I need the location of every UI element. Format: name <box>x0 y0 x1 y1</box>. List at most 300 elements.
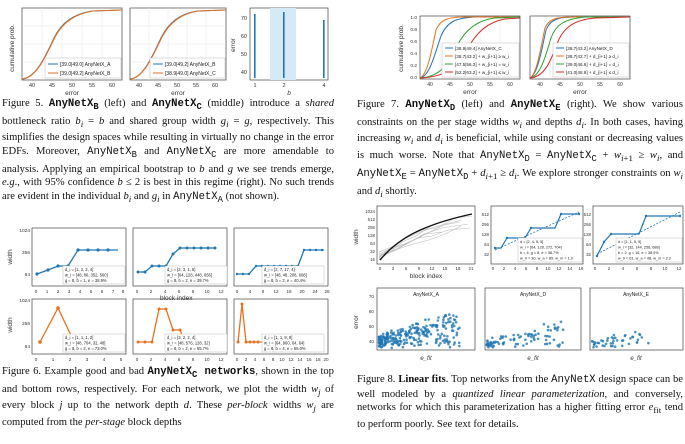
fit-point <box>553 338 556 341</box>
fit-point <box>603 345 606 348</box>
fig6-info: g = 8, b = 1, e = 38.9% <box>65 278 107 283</box>
fig8-ytick: 128 <box>481 232 489 237</box>
fig5-caption: Figure 5. AnyNetX$_B$ (left) and AnyNetX$_C$ (middle) introduce a shared bottleneck ratio $b_i = b$ and shared group width $g_i = g$, respectively. This simplifies the design spaces while resulting in virtually no change in the error EDFs. Moreover, AnyNetX$_B$ and AnyNetX$_C$ are more amendable to analysis. Applying an empirical bootstrap to b and g we see trends emerge, e.g., with 95% confidence b ≤ 2 is best in this regime (right). No such trends are evident in the individual $b_i$ and $g_i$ in AnyNetX$_A$ (not shown). <box>2 98 335 205</box>
fig8-ytick: 256 <box>583 222 591 227</box>
fig7-right-legend: [38.7|42.7] + d_{i+1} ≥ d_i <box>566 54 619 59</box>
fig7-plots <box>395 8 685 96</box>
fig7-left-legend: [47.5|56.3] + w_{i+1} = w_i <box>455 62 510 67</box>
fig7-xtick: 50 <box>467 82 473 88</box>
fig7-xtick: 45 <box>447 82 453 88</box>
fit-point <box>502 342 505 345</box>
fit-point <box>390 329 393 332</box>
fig8-xtick: 9 <box>417 266 421 271</box>
fig8-ytick: 32 <box>484 252 489 257</box>
fit-point <box>537 338 540 341</box>
fit-point <box>505 335 508 338</box>
fig6-info: g = 8, b = 4, e = 65.0% <box>264 346 306 351</box>
fig6-info: d_i = [1, 1, 9, 9] <box>264 335 293 340</box>
fit-point <box>561 341 564 344</box>
fig7-ytick: 0.4 <box>410 52 417 57</box>
fig6-xtick: 0 <box>135 289 139 294</box>
fit-point <box>380 343 383 346</box>
fig7-xtick: 55 <box>487 82 493 88</box>
fig8-bottom-title: AnyNetX_A <box>413 292 439 298</box>
fit-point <box>558 343 561 346</box>
fit-point <box>378 341 381 344</box>
fit-point <box>637 339 640 342</box>
fig8-xlabel: block index <box>409 273 443 280</box>
fit-point <box>439 342 442 345</box>
fig6-xtick: 12 <box>218 357 224 362</box>
fig5-right-ytick: 50 <box>240 52 247 58</box>
fig7-ytick: 0.2 <box>410 64 417 69</box>
fit-point <box>415 331 418 334</box>
fig8-bottom-title: AnyNetX_D <box>519 292 547 298</box>
fig6-xtick: 0 <box>135 357 139 362</box>
fit-point <box>415 339 418 342</box>
fig7-left-edf <box>420 16 520 79</box>
fig8-xtick: 0 <box>491 266 495 271</box>
fig6-xtick: 6 <box>177 357 181 362</box>
fig6-xtick: 8 <box>271 357 275 362</box>
fig6-plots <box>0 222 340 362</box>
fit-point <box>454 319 457 322</box>
fit-point <box>389 335 392 338</box>
fit-point <box>530 336 533 339</box>
fig8-xtick: 4 <box>513 266 517 271</box>
fig8-top-1 <box>482 206 584 271</box>
fig6-xtick: 2 <box>149 289 153 294</box>
fig7-left-legend: [38.9|49.4] AnyNetX_C <box>455 46 502 51</box>
fit-point <box>435 324 438 327</box>
fig8-xtick: 21 <box>468 266 474 271</box>
fig8-bottom-xlabel: e_fit <box>420 356 432 362</box>
fit-point <box>409 336 412 339</box>
fig5-mid-xtick: 55 <box>192 83 200 89</box>
fig6-xtick: 2 <box>149 357 153 362</box>
fit-point <box>442 319 445 322</box>
fit-point <box>394 340 397 343</box>
fit-point <box>514 345 517 348</box>
fig6-xtick: 5 <box>119 357 123 362</box>
fig8-xtick: 12 <box>556 266 562 271</box>
fig8-ytick: 512 <box>367 217 375 222</box>
fit-point <box>453 343 456 346</box>
fig8-xtick: 0 <box>378 266 382 271</box>
fit-point <box>629 337 632 340</box>
fit-point <box>405 335 408 338</box>
fit-point <box>443 334 446 337</box>
fit-point <box>634 331 637 334</box>
fit-point <box>424 318 427 321</box>
fig6-xtick: 18 <box>315 357 321 362</box>
fig6-bottom-0 <box>32 299 126 354</box>
fig8-xtick: 12 <box>676 266 682 271</box>
fig8-info: d = [2, 4, 5, 5] <box>520 240 544 244</box>
fit-point <box>446 335 449 338</box>
fit-point <box>449 346 452 349</box>
fit-point <box>395 334 398 337</box>
fig8-xtick: 0 <box>593 266 597 271</box>
fit-point <box>419 340 422 343</box>
fit-point <box>527 333 530 336</box>
fig8-bottom-xlabel: e_fit <box>630 356 642 362</box>
fit-point <box>403 339 406 342</box>
fig6-ytick: 1024 <box>19 299 30 304</box>
fig5-left-xtick: 40 <box>28 83 36 89</box>
fit-point <box>499 338 502 341</box>
fit-point <box>401 328 404 331</box>
fit-point <box>598 342 601 345</box>
fig5-plots <box>0 0 340 100</box>
fig6-xtick: 4 <box>78 289 82 294</box>
fit-point <box>491 337 494 340</box>
fit-point <box>442 340 445 343</box>
fit-point <box>400 334 403 337</box>
fit-point <box>614 337 617 340</box>
fig5-right-xtick: 4 <box>322 83 326 89</box>
fig6-info: d_i = [1, 1, 1, 2] <box>65 335 94 340</box>
fig7-left-legend: [52.2|63.2] + w_{i+1} ≤ w_i <box>455 70 510 75</box>
fig6-xtick: 16 <box>306 357 312 362</box>
fit-point <box>437 319 440 322</box>
fit-point <box>545 339 548 342</box>
fig8-plots <box>350 202 685 372</box>
fig6-xtick: 4 <box>248 289 252 294</box>
fig6-xtick: 4 <box>102 357 106 362</box>
fit-point <box>451 324 454 327</box>
fig5-left-ylabel: cumulative prob. <box>9 24 16 72</box>
fig8-info: b = 2, g = 16, e = 38.4% <box>618 251 659 255</box>
fig6-bottom-2 <box>234 299 328 354</box>
fig6-info: g = 8, b = 2, e = 39.7% <box>167 278 209 283</box>
fit-point <box>611 336 614 339</box>
fig6-xtick: 0 <box>34 357 38 362</box>
fig6-xtick: 28 <box>324 289 330 294</box>
fig5-mid-xlabel: error <box>171 90 185 97</box>
fit-point <box>423 333 426 336</box>
fit-point <box>430 333 433 336</box>
fig5-left-xtick: 60 <box>108 83 116 89</box>
fit-point <box>399 337 402 340</box>
fit-point <box>425 329 428 332</box>
fig5-left-xtick: 55 <box>88 83 96 89</box>
fig6-xtick: 8 <box>261 289 265 294</box>
fit-point <box>413 344 416 347</box>
fig8-top-0 <box>353 206 475 280</box>
fit-point <box>427 330 430 333</box>
fig8-ytick: 64 <box>484 242 489 247</box>
fit-point <box>419 343 422 346</box>
fit-point <box>416 322 419 325</box>
fig6-xtick: 1 <box>45 289 49 294</box>
fig5-mid-xtick: 60 <box>211 83 219 89</box>
fig7-xtick: 40 <box>537 82 543 88</box>
fig6-xtick: 2 <box>68 357 72 362</box>
fig6-ytick: 1024 <box>19 229 30 234</box>
fit-point <box>544 335 547 338</box>
fig6-xtick: 6 <box>262 357 266 362</box>
fig6-ylabel-bottom: width <box>7 317 14 333</box>
fig7-caption: Figure 7. AnyNetX$_D$ (left) and AnyNetX$_E$ (right). We show various constraints on the per stage widths $w_i$ and depths $d_i$. In both cases, having increasing $w_i$ and $d_i$ is beneficial, while using constant or decreasing values is much worse. Note that AnyNetX$_D$ = AnyNetX$_C$ + $w_{i+1} \ge w_i$, and AnyNetX$_E$ = AnyNetX$_D$ + $d_{i+1} \ge d_i$. We explore stronger constraints on $w_i$ and $d_i$ shortly. <box>357 99 684 199</box>
fig7-xtick: 50 <box>577 82 583 88</box>
fit-point <box>437 333 440 336</box>
fit-point <box>592 346 595 349</box>
fig8-ytick: 60 <box>368 309 374 314</box>
fig6-xtick: 10 <box>204 289 210 294</box>
fit-point <box>397 329 400 332</box>
fig7-right-xlabel: error <box>573 89 587 96</box>
fig6-xtick: 7 <box>111 289 115 294</box>
fit-point <box>448 340 451 343</box>
fit-point <box>447 318 450 321</box>
fig5-left-xlabel: error <box>65 90 79 97</box>
fit-point <box>458 342 461 345</box>
fit-point <box>533 339 536 342</box>
fig6-info: w_i = [48, 576, 128, 32] <box>167 340 210 346</box>
fit-point <box>442 325 445 328</box>
fig7-left-xlabel: error <box>463 89 477 96</box>
fit-point <box>610 345 613 348</box>
fig8-info: w_i = [64, 128, 272, 704] <box>520 245 562 250</box>
fig5-right-bootstrap <box>230 8 328 97</box>
fig8-xtick: 6 <box>524 266 528 271</box>
fit-point <box>647 342 650 345</box>
fig8-xtick: 6 <box>635 266 639 271</box>
fig6-xtick: 20 <box>299 289 305 294</box>
fit-point <box>548 335 551 338</box>
fig6-xtick: 8 <box>121 289 125 294</box>
fit-point <box>562 328 565 331</box>
fig6-info: w_i = [48, 48, 208, 608] <box>264 272 307 278</box>
fig8-bottom-xlabel: e_fit <box>527 356 539 362</box>
fit-point <box>607 337 610 340</box>
fit-point <box>614 345 617 348</box>
fig7-ytick: 0.0 <box>410 76 417 81</box>
fig8-ytick: 64 <box>370 241 375 246</box>
fit-point <box>622 339 625 342</box>
fig6-ytick: 256 <box>21 251 30 256</box>
fit-point <box>493 341 496 344</box>
fig8-ytick: 32 <box>370 249 375 254</box>
fit-point <box>458 345 461 348</box>
fig5-mid-xtick: 50 <box>173 83 181 89</box>
fit-point <box>443 316 446 319</box>
fig6-xtick: 0 <box>34 289 38 294</box>
fig6-ytick: 64 <box>24 273 30 278</box>
fig6-top-2 <box>234 228 328 286</box>
fig6-info: g = 8, b = 2, e = 40.4% <box>264 278 306 283</box>
fit-point <box>416 326 419 329</box>
fig6-xtick: 20 <box>323 357 329 362</box>
fig6-xtick: 12 <box>288 357 294 362</box>
fig6-xtick: 5 <box>89 289 93 294</box>
fig6-xtick: 16 <box>286 289 292 294</box>
fit-point <box>543 323 546 326</box>
fig6-xtick: 12 <box>218 289 224 294</box>
fit-point <box>593 341 596 344</box>
fit-point <box>456 334 459 337</box>
fig5-right-xtick: 2 <box>282 83 286 89</box>
fit-point <box>606 339 609 342</box>
fit-point <box>383 337 386 340</box>
fit-point <box>517 334 520 337</box>
fit-point <box>436 329 439 332</box>
fig8-xtick: 2 <box>502 266 506 271</box>
fit-point <box>445 322 448 325</box>
fig7-xtick: 55 <box>597 82 603 88</box>
fig8-xtick: 6 <box>404 266 408 271</box>
fig7-ytick: 0.8 <box>410 28 417 33</box>
fit-point <box>522 344 525 347</box>
fig8-xtick: 4 <box>621 266 625 271</box>
fig5-right-xlabel: b <box>287 90 291 97</box>
fit-point <box>418 334 421 337</box>
fit-point <box>524 338 527 341</box>
fit-point <box>547 325 550 328</box>
fit-point <box>458 327 461 330</box>
fit-point <box>387 341 390 344</box>
fig8-xtick: 14 <box>567 266 573 271</box>
fig8-info: d = [1, 1, 5, 5] <box>618 240 642 244</box>
fit-point <box>382 333 385 336</box>
fit-point <box>394 337 397 340</box>
fit-point <box>624 335 627 338</box>
fit-point <box>425 325 428 328</box>
fig6-xtick: 24 <box>312 289 318 294</box>
fit-point <box>384 342 387 345</box>
fig6-ylabel-top: width <box>7 249 14 265</box>
fit-point <box>612 340 615 343</box>
fit-point <box>397 334 400 337</box>
fig7-right-legend: [38.7|43.2] AnyNetX_D <box>566 46 613 51</box>
fig5-right-ytick: 70 <box>240 16 247 22</box>
fit-point <box>437 316 440 319</box>
fit-point <box>448 313 451 316</box>
fit-point <box>406 341 409 344</box>
fit-point <box>378 336 381 339</box>
fig8-xtick: 10 <box>662 266 668 271</box>
fit-point <box>402 346 405 349</box>
fit-point <box>411 324 414 327</box>
fig6-info: w_i = [48, 704, 32, 48] <box>65 340 106 346</box>
fig8-ytick: 16 <box>370 257 375 262</box>
fit-point <box>531 333 534 336</box>
fig5-left-xtick: 45 <box>48 83 56 89</box>
fit-point <box>435 338 438 341</box>
fig8-info: w_0 = 30, w_a = 89, w_m = 1.9 <box>520 256 573 261</box>
fig8-info: w_0 = 61, w_a = 48, w_m = 2.2 <box>618 256 671 261</box>
fit-point <box>595 345 598 348</box>
fig6-xtick: 2 <box>56 289 60 294</box>
fig6-xlabel-top: block index <box>160 295 193 302</box>
fig6-xtick: 3 <box>67 289 71 294</box>
fig7-xtick: 40 <box>427 82 433 88</box>
fit-point <box>439 335 442 338</box>
fig5-mid-legend-1: [38.9|49.0] AnyNetX_C <box>165 71 216 77</box>
fig6-xtick: 14 <box>297 357 303 362</box>
fit-point <box>399 340 402 343</box>
fit-point <box>641 336 644 339</box>
fig8-bottom-0 <box>353 288 475 362</box>
fig8-xtick: 3 <box>391 266 395 271</box>
fit-point <box>452 329 455 332</box>
fig5-left-legend-1: [39.0|49.2] AnyNetX_B <box>60 71 111 77</box>
fig6-info: g = 8, b = 2, e = 65.7% <box>167 346 209 351</box>
fit-point <box>520 335 523 338</box>
fig6-info: d_i = [2, 7, 17, 4] <box>264 267 295 272</box>
fit-point <box>412 337 415 340</box>
fig6-info: g = 8, b = 2, e = 73.0% <box>65 346 107 351</box>
fit-point <box>547 329 550 332</box>
fit-point <box>525 342 528 345</box>
fig5-mid-xtick: 40 <box>135 83 143 89</box>
fit-point <box>490 342 493 345</box>
fit-point <box>452 336 455 339</box>
fig8-ytick: 512 <box>481 212 489 217</box>
fit-point <box>553 323 556 326</box>
fit-point <box>593 343 596 346</box>
fig7-ytick: 0.6 <box>410 40 417 45</box>
fig7-right-legend: [39.0|46.6] + d_{i+1} = d_i <box>566 62 619 67</box>
fig8-xtick: 8 <box>535 266 539 271</box>
fig7-right-legend: [41.0|48.8] + d_{i+1} ≤ d_i <box>566 70 619 75</box>
fit-point <box>605 343 608 346</box>
fig7-right-edf <box>530 16 630 79</box>
fig7-left-ylabel: cumulative prob. <box>398 24 405 72</box>
fig8-ytick: 256 <box>367 225 375 230</box>
fit-point <box>486 344 489 347</box>
fig5-left-legend-0: [39.0|49.0] AnyNetX_A <box>60 62 111 68</box>
fig8-caption: Figure 8. Linear fits. Top networks from the AnyNetX design space can be well modeled by a quantized linear parameterization, and conversely, networks for which this parameterization has a higher fitting error $e_{fit}$ tend to perform poorly. See text for details. <box>357 374 683 430</box>
fig6-xtick: 4 <box>253 357 257 362</box>
fit-point <box>441 333 444 336</box>
fit-point <box>453 325 456 328</box>
fit-point <box>638 333 641 336</box>
fit-point <box>631 336 634 339</box>
fig6-top-0 <box>32 228 126 286</box>
fig7-ytick: 1.0 <box>410 16 417 21</box>
fig8-top-2 <box>584 206 683 271</box>
fig6-xtick: 0 <box>235 357 239 362</box>
fig8-xtick: 8 <box>649 266 653 271</box>
fig8-xtick: 18 <box>455 266 461 271</box>
fit-point <box>407 332 410 335</box>
fit-point <box>442 321 445 324</box>
fig5-right-xtick: 1 <box>253 83 257 89</box>
fit-point <box>537 332 540 335</box>
fig5-left-edf <box>9 8 122 97</box>
fit-point <box>445 327 448 330</box>
fit-point <box>400 331 403 334</box>
fig8-info: w_i = [32, 144, 256, 688] <box>618 245 660 250</box>
fig6-xtick: 10 <box>204 357 210 362</box>
fig6-xtick: 1 <box>51 357 55 362</box>
fig6-info: d_i = [2, 3, 1, 6] <box>167 267 196 272</box>
fit-point <box>412 326 415 329</box>
fit-point <box>549 342 552 345</box>
fig6-info: w_i = [64, 128, 448, 656] <box>167 272 212 278</box>
fig8-ytick: 1024 <box>365 209 375 214</box>
fit-point <box>428 318 431 321</box>
fit-point <box>513 338 516 341</box>
fig8-ytick: 32 <box>586 252 591 257</box>
fit-point <box>456 332 459 335</box>
fit-point <box>502 335 505 338</box>
fit-point <box>411 342 414 345</box>
fit-point <box>556 327 559 330</box>
fit-point <box>446 338 449 341</box>
